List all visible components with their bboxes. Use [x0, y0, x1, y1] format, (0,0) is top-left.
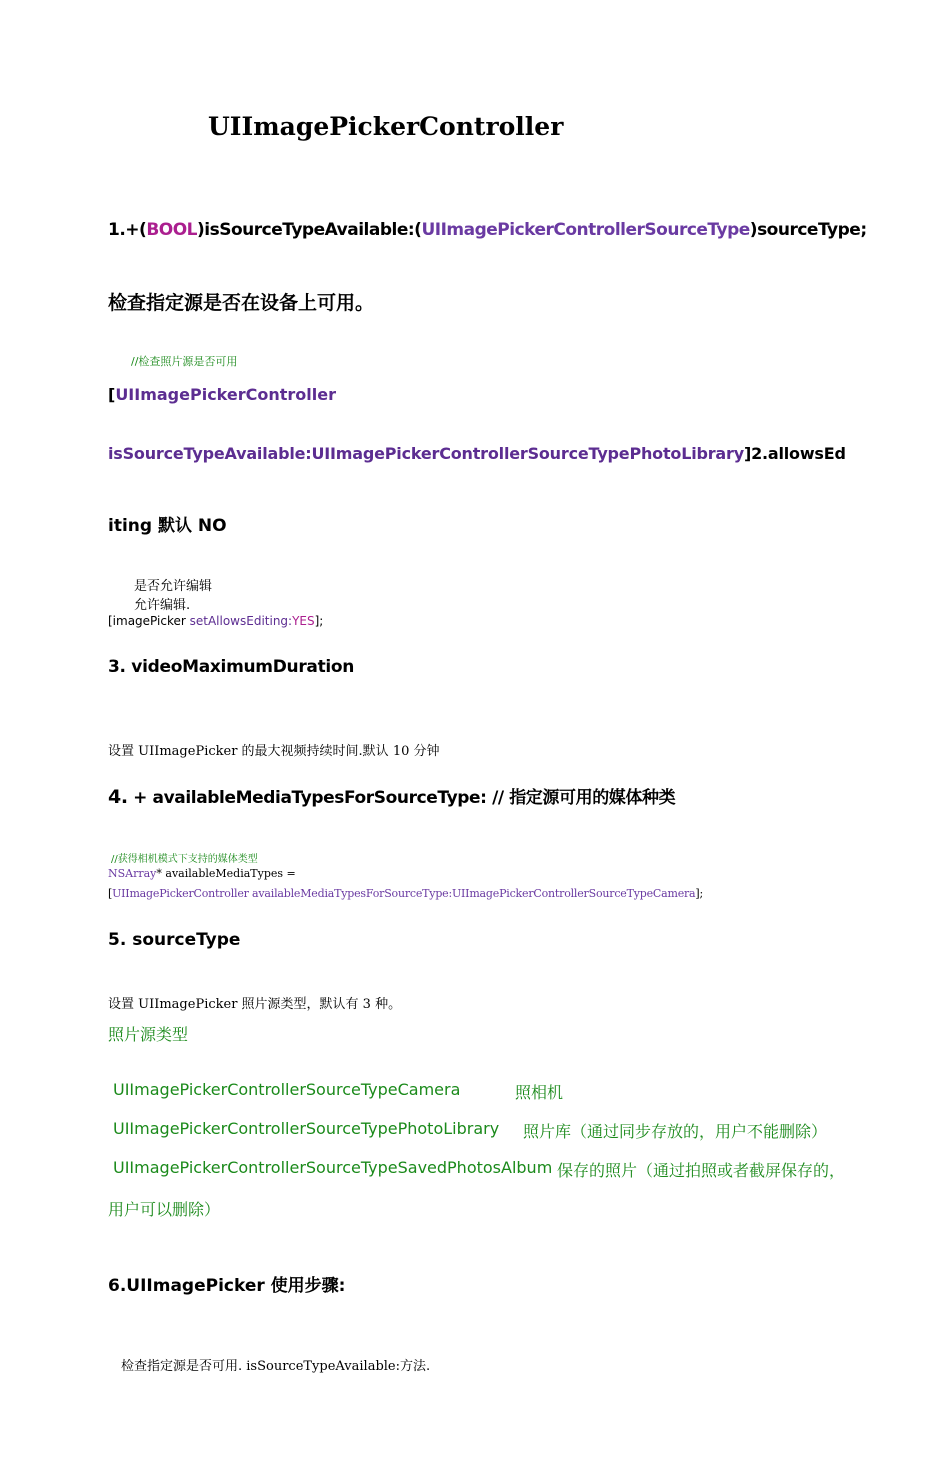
- section-5-description: 设置 UIImagePicker 照片源类型，默认有 3 种。: [108, 997, 402, 1012]
- section-1-description: 检查指定源是否在设备上可用。: [108, 292, 375, 314]
- source-type-saved-album: UIImagePickerControllerSourceTypeSavedPhotosAlbum: [113, 1158, 553, 1177]
- code-method-call: isSourceTypeAvailable:UIImagePickerControllerSourceTypePhotoLibrary: [108, 444, 744, 463]
- code-line-call: [108, 444, 846, 463]
- code-yes-value: YES: [292, 614, 315, 628]
- source-type-photo-library: UIImagePickerControllerSourceTypePhotoLibrary: [113, 1119, 500, 1138]
- code-bracket-close-2: ];: [695, 887, 704, 900]
- source-type-photo-library-desc: 照片库（通过同步存放的，用户不能删除）: [523, 1122, 828, 1141]
- heading-suffix: )sourceType;: [749, 220, 867, 240]
- code-class-name-2: UIImagePickerController: [112, 887, 249, 900]
- section-2-heading-start: 2.allowsEd: [751, 444, 846, 463]
- section-6-heading: 6.UIImagePicker 使用步骤:: [108, 1276, 346, 1296]
- section-2-desc-2: 允许编辑.: [134, 598, 191, 613]
- source-types-subheading: 照片源类型: [108, 1025, 189, 1044]
- source-type-saved-album-desc-wrap: 用户可以删除）: [108, 1200, 221, 1219]
- section-4-number: 4.: [108, 786, 128, 808]
- code-bracket-open: [: [108, 385, 116, 404]
- section-1-heading: [108, 220, 867, 240]
- source-type-saved-album-desc: 保存的照片（通过拍照或者截屏保存的，: [557, 1161, 846, 1180]
- code-media-call-line: [108, 887, 703, 900]
- document-title: UIImagePickerController: [208, 112, 564, 141]
- code-bracket-open-2: [: [108, 887, 113, 900]
- code-bracket-close: ]: [743, 444, 752, 463]
- code-nsarray-line: [108, 867, 296, 880]
- code-selector: setAllowsEditing:: [189, 614, 293, 628]
- code-line-class: [108, 385, 336, 404]
- section-4-title: + availableMediaTypesForSourceType: // 指定源可用的媒体种类: [127, 788, 676, 808]
- section-3-heading: 3. videoMaximumDuration: [108, 657, 355, 677]
- section-5-heading: 5. sourceType: [108, 930, 241, 950]
- section-4-heading: [108, 783, 675, 808]
- code-terminator: ];: [314, 614, 324, 628]
- heading-prefix: 1.+(: [108, 220, 147, 240]
- code-comment-media-types: //获得相机模式下支持的媒体类型: [111, 854, 258, 865]
- section-6-step-1: 检查指定源是否可用. isSourceTypeAvailable:方法.: [121, 1359, 431, 1374]
- section-3-description: 设置 UIImagePicker 的最大视频持续时间.默认 10 分钟: [108, 744, 440, 759]
- code-receiver: [imagePicker: [108, 614, 190, 628]
- section-2-desc-1: 是否允许编辑: [134, 579, 213, 594]
- bool-keyword: BOOL: [146, 220, 198, 240]
- section-2-heading: iting 默认 NO: [108, 516, 227, 536]
- code-media-method: availableMediaTypesForSourceType:UIImagePickerControllerSourceTypeCamera: [248, 887, 696, 900]
- source-type-class: UIImagePickerControllerSourceType: [421, 220, 750, 240]
- code-class-name: UIImagePickerController: [115, 385, 336, 404]
- heading-method: )isSourceTypeAvailable:(: [197, 220, 422, 240]
- code-variable: * availableMediaTypes =: [156, 867, 296, 880]
- source-type-camera: UIImagePickerControllerSourceTypeCamera: [113, 1080, 461, 1099]
- code-set-allows-editing: [108, 614, 323, 628]
- code-comment-photo-source: //检查照片源是否可用: [131, 355, 238, 368]
- source-type-camera-desc: 照相机: [515, 1083, 564, 1102]
- code-nsarray-type: NSArray: [108, 867, 157, 880]
